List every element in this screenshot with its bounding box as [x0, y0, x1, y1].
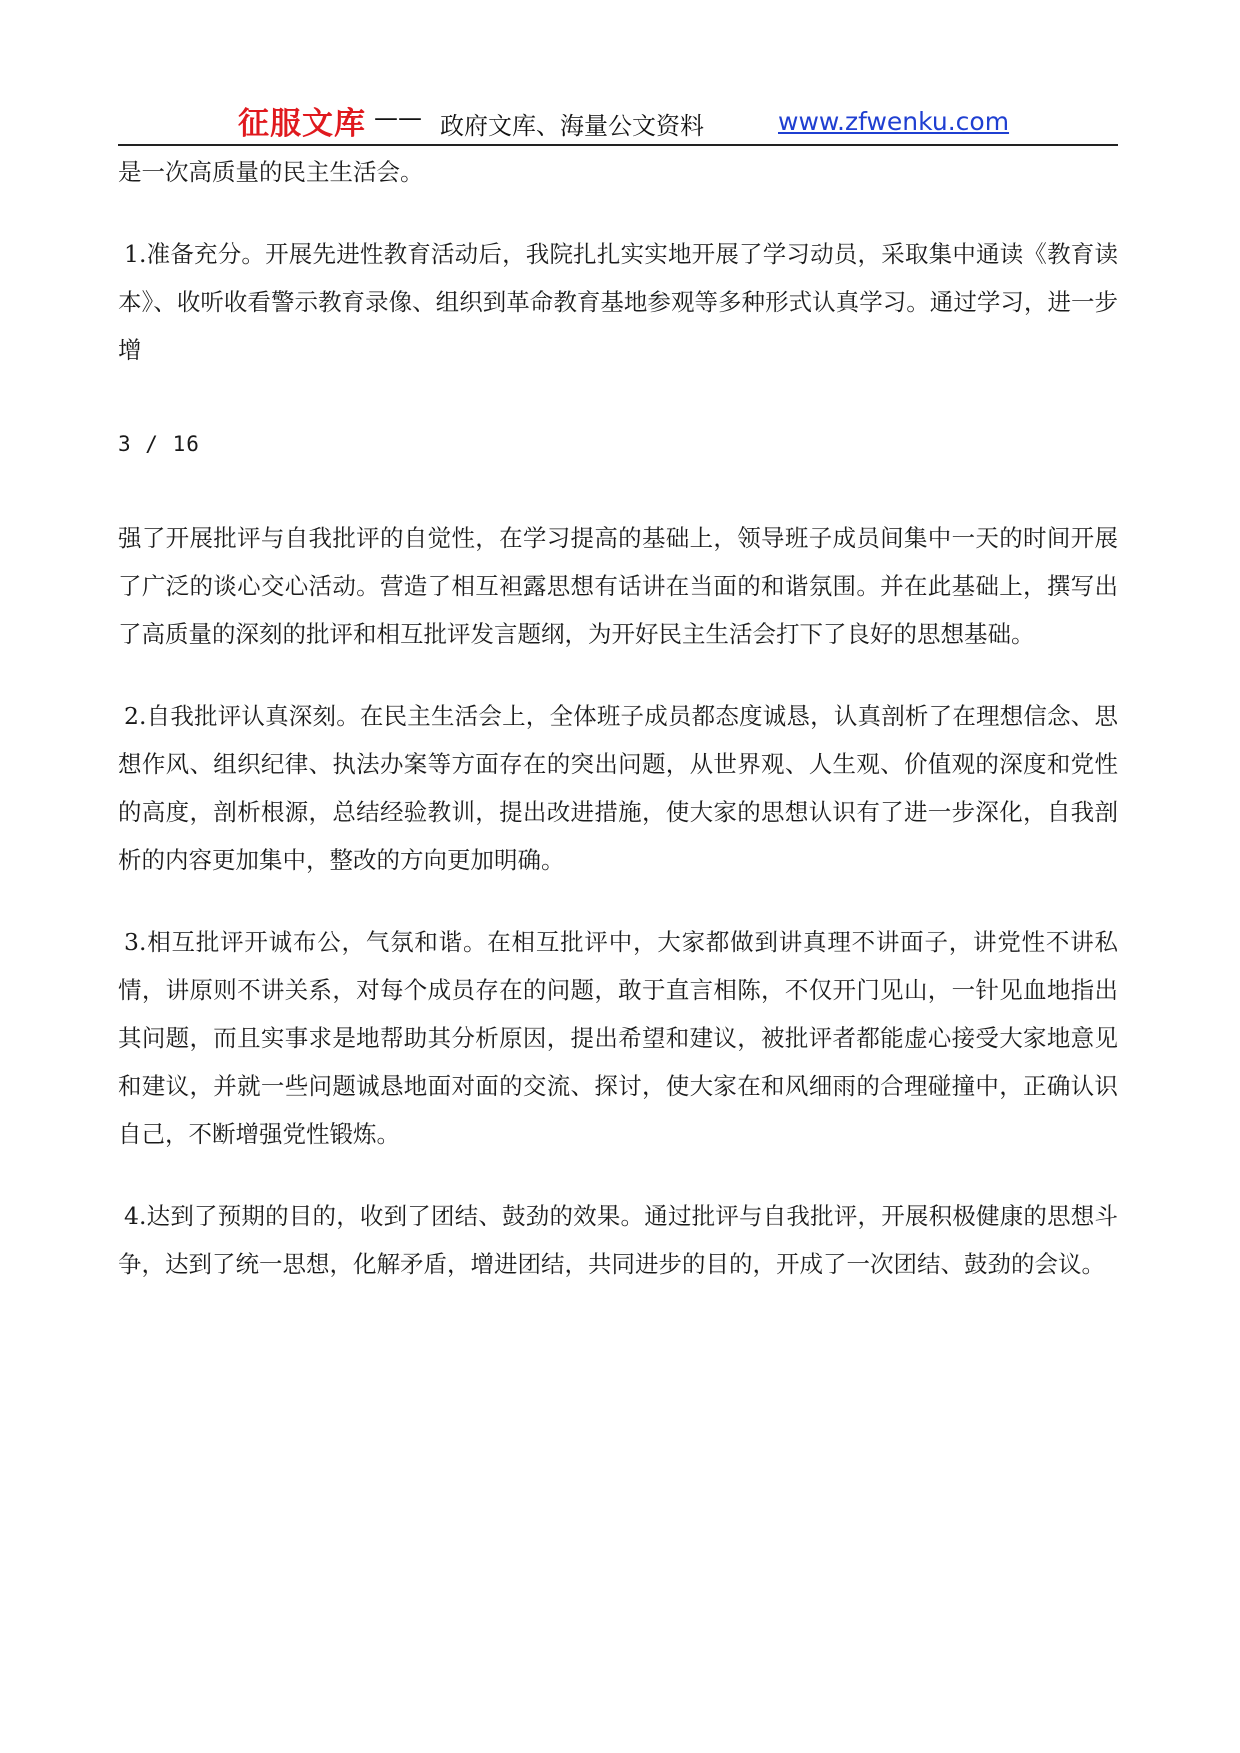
item3-paragraph: 3.相互批评开诚布公，气氛和谐。在相互批评中，大家都做到讲真理不讲面子，讲党性不讲私情，讲原则不讲关系，对每个成员存在的问题，敢于直言相陈，不仅开门见山，一针见血地指出其问题，而且实事求是地帮助其分析原因，提出希望和建议，被批评者都能虚心接受大家地意见和建议，并就一些问题诚恳地面对面的交流、探讨，使大家在和风细雨的合理碰撞中，正确认识自己，不断增强党性锻炼。: [118, 928, 1118, 1148]
header-dash: ——: [374, 104, 422, 132]
item2-paragraph: 2.自我批评认真深刻。在民主生活会上，全体班子成员都态度诚恳，认真剖析了在理想信念、思想作风、组织纪律、执法办案等方面存在的突出问题，从世界观、人生观、价值观的深度和党性的高度，剖析根源，总结经验教训，提出改进措施，使大家的思想认识有了进一步深化，自我剖析的内容更加集中，整改的方向更加明确。: [118, 702, 1118, 874]
site-url-link[interactable]: www.zfwenku.com: [778, 107, 1010, 136]
page-header: [118, 84, 1118, 146]
document-body: [118, 148, 1118, 1288]
item4-paragraph: 4.达到了预期的目的，收到了团结、鼓劲的效果。通过批评与自我批评，开展积极健康的思想斗争，达到了统一思想，化解矛盾，增进团结，共同进步的目的，开成了一次团结、鼓劲的会议。: [118, 1202, 1118, 1278]
page-number: 3 / 16: [118, 432, 200, 456]
header-tagline: 政府文库、海量公文资料: [440, 112, 704, 140]
item1-paragraph-part2: 强了开展批评与自我批评的自觉性，在学习提高的基础上，领导班子成员间集中一天的时间开展了广泛的谈心交心活动。营造了相互袒露思想有话讲在当面的和谐氛围。并在此基础上，撰写出了高质量的深刻的批评和相互批评发言题纲，为开好民主生活会打下了良好的思想基础。: [118, 524, 1118, 648]
intro-paragraph: 是一次高质量的民主生活会。: [118, 158, 424, 186]
brand-logo-text: 征服文库: [238, 106, 366, 142]
item1-paragraph-part1: 1.准备充分。开展先进性教育活动后，我院扎扎实实地开展了学习动员，采取集中通读《教育读本》、收听收看警示教育录像、组织到革命教育基地参观等多种形式认真学习。通过学习，进一步增: [118, 240, 1118, 364]
